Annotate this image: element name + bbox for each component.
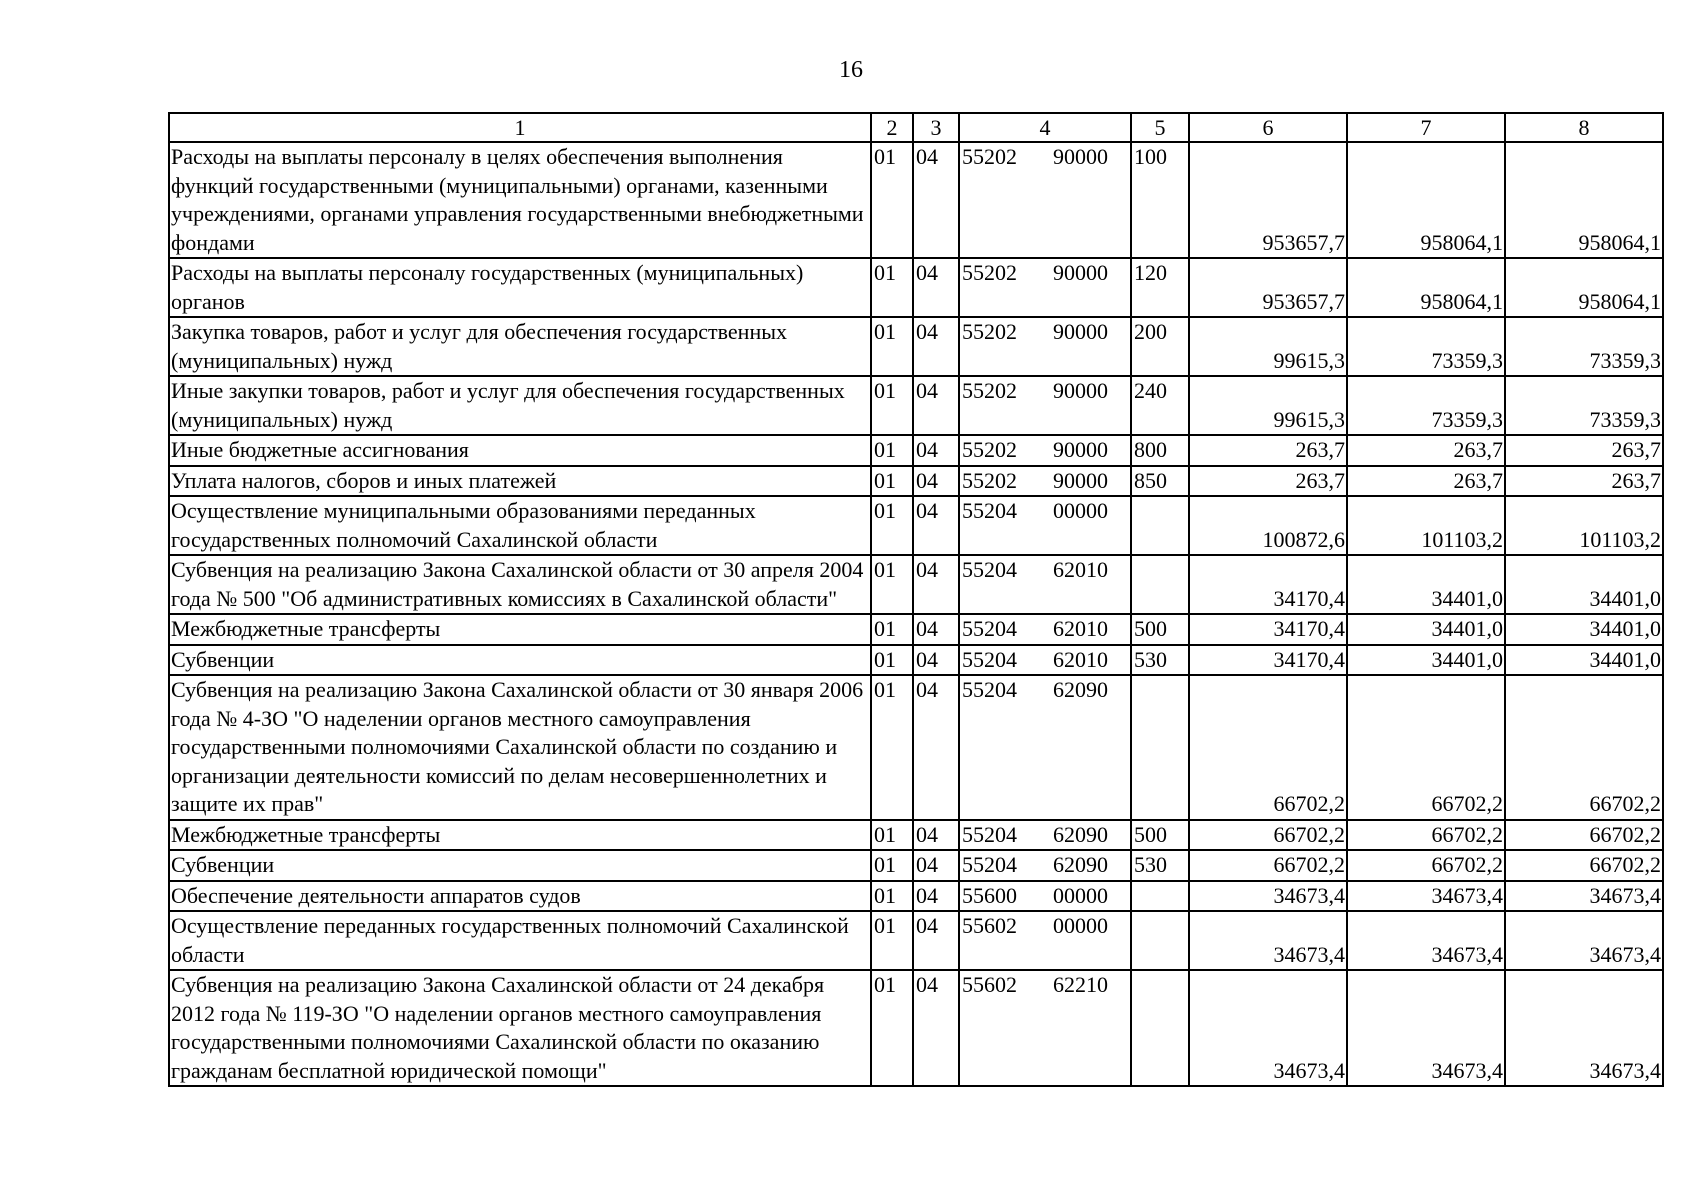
amount-col-7: 34401,0 (1347, 645, 1505, 676)
table-header-row (169, 113, 1663, 142)
amount-col-7: 66702,2 (1347, 675, 1505, 820)
target-article-code: 55204 (959, 820, 1045, 851)
target-article-subcode: 62090 (1045, 820, 1131, 851)
section-code: 01 (871, 555, 913, 614)
row-description: Межбюджетные трансферты (169, 614, 871, 645)
table-row (169, 645, 1663, 676)
target-article-subcode: 62010 (1045, 555, 1131, 614)
amount-col-8: 958064,1 (1505, 258, 1663, 317)
row-description: Расходы на выплаты персоналу государственных (муниципальных) органов (169, 258, 871, 317)
subsection-code: 04 (913, 614, 959, 645)
subsection-code: 04 (913, 820, 959, 851)
target-article-subcode: 90000 (1045, 376, 1131, 435)
row-description: Закупка товаров, работ и услуг для обеспечения государственных (муниципальных) нужд (169, 317, 871, 376)
amount-col-8: 263,7 (1505, 435, 1663, 466)
amount-col-7: 34673,4 (1347, 970, 1505, 1086)
amount-col-7: 34673,4 (1347, 911, 1505, 970)
target-article-subcode: 62210 (1045, 970, 1131, 1086)
amount-col-6: 34170,4 (1189, 555, 1347, 614)
table-row (169, 614, 1663, 645)
amount-col-6: 66702,2 (1189, 675, 1347, 820)
section-code: 01 (871, 142, 913, 258)
budget-table (168, 112, 1664, 1087)
section-code: 01 (871, 376, 913, 435)
subsection-code: 04 (913, 376, 959, 435)
expense-type-code: 100 (1131, 142, 1189, 258)
row-description: Субвенция на реализацию Закона Сахалинской области от 30 января 2006 года № 4-ЗО "О наделении органов местного самоуправления государственными полномочиями Сахалинской области по созданию и организации деятельности комиссий по делам несовершеннолетних и защите их прав" (169, 675, 871, 820)
target-article-subcode: 62010 (1045, 614, 1131, 645)
amount-col-8: 34401,0 (1505, 555, 1663, 614)
expense-type-code (1131, 496, 1189, 555)
amount-col-6: 34170,4 (1189, 645, 1347, 676)
expense-type-code (1131, 911, 1189, 970)
expense-type-code (1131, 675, 1189, 820)
subsection-code: 04 (913, 466, 959, 497)
target-article-code: 55204 (959, 555, 1045, 614)
section-code: 01 (871, 614, 913, 645)
section-code: 01 (871, 820, 913, 851)
amount-col-6: 263,7 (1189, 466, 1347, 497)
amount-col-8: 101103,2 (1505, 496, 1663, 555)
expense-type-code (1131, 555, 1189, 614)
section-code: 01 (871, 645, 913, 676)
target-article-subcode: 62090 (1045, 675, 1131, 820)
section-code: 01 (871, 258, 913, 317)
column-header: 6 (1189, 113, 1347, 142)
subsection-code: 04 (913, 555, 959, 614)
amount-col-7: 958064,1 (1347, 258, 1505, 317)
table-row (169, 466, 1663, 497)
expense-type-code: 240 (1131, 376, 1189, 435)
subsection-code: 04 (913, 317, 959, 376)
row-description: Уплата налогов, сборов и иных платежей (169, 466, 871, 497)
page-number: 16 (839, 57, 863, 83)
amount-col-8: 34673,4 (1505, 970, 1663, 1086)
expense-type-code: 800 (1131, 435, 1189, 466)
section-code: 01 (871, 317, 913, 376)
target-article-subcode: 00000 (1045, 911, 1131, 970)
amount-col-6: 100872,6 (1189, 496, 1347, 555)
target-article-code: 55202 (959, 376, 1045, 435)
section-code: 01 (871, 911, 913, 970)
column-header: 2 (871, 113, 913, 142)
amount-col-8: 263,7 (1505, 466, 1663, 497)
row-description: Субвенции (169, 850, 871, 881)
target-article-subcode: 00000 (1045, 496, 1131, 555)
target-article-subcode: 90000 (1045, 466, 1131, 497)
amount-col-6: 953657,7 (1189, 258, 1347, 317)
amount-col-8: 34673,4 (1505, 911, 1663, 970)
amount-col-7: 34401,0 (1347, 614, 1505, 645)
expense-type-code (1131, 881, 1189, 912)
row-description: Субвенция на реализацию Закона Сахалинской области от 24 декабря 2012 года № 119-ЗО "О наделении органов местного самоуправления государственными полномочиями Сахалинской области по оказанию гражданам бесплатной юридической помощи" (169, 970, 871, 1086)
section-code: 01 (871, 881, 913, 912)
subsection-code: 04 (913, 258, 959, 317)
table-row (169, 496, 1663, 555)
target-article-code: 55204 (959, 496, 1045, 555)
table-row (169, 911, 1663, 970)
amount-col-6: 263,7 (1189, 435, 1347, 466)
section-code: 01 (871, 970, 913, 1086)
row-description: Расходы на выплаты персоналу в целях обеспечения выполнения функций государственными (муниципальными) органами, казенными учреждениями, органами управления государственными внебюджетными фондами (169, 142, 871, 258)
amount-col-6: 66702,2 (1189, 820, 1347, 851)
amount-col-7: 263,7 (1347, 466, 1505, 497)
column-header: 1 (169, 113, 871, 142)
column-header: 7 (1347, 113, 1505, 142)
target-article-code: 55600 (959, 881, 1045, 912)
subsection-code: 04 (913, 435, 959, 466)
amount-col-6: 953657,7 (1189, 142, 1347, 258)
subsection-code: 04 (913, 496, 959, 555)
row-description: Осуществление переданных государственных полномочий Сахалинской области (169, 911, 871, 970)
expense-type-code: 200 (1131, 317, 1189, 376)
target-article-code: 55202 (959, 466, 1045, 497)
table-row (169, 675, 1663, 820)
target-article-subcode: 00000 (1045, 881, 1131, 912)
column-header: 3 (913, 113, 959, 142)
amount-col-6: 34673,4 (1189, 881, 1347, 912)
expense-type-code: 850 (1131, 466, 1189, 497)
amount-col-6: 34673,4 (1189, 970, 1347, 1086)
table-row (169, 820, 1663, 851)
subsection-code: 04 (913, 645, 959, 676)
target-article-subcode: 90000 (1045, 258, 1131, 317)
amount-col-7: 34673,4 (1347, 881, 1505, 912)
table-row (169, 435, 1663, 466)
amount-col-7: 66702,2 (1347, 820, 1505, 851)
amount-col-7: 66702,2 (1347, 850, 1505, 881)
table-row (169, 317, 1663, 376)
amount-col-6: 99615,3 (1189, 317, 1347, 376)
target-article-subcode: 62090 (1045, 850, 1131, 881)
target-article-code: 55602 (959, 970, 1045, 1086)
target-article-code: 55204 (959, 850, 1045, 881)
subsection-code: 04 (913, 675, 959, 820)
expense-type-code: 500 (1131, 820, 1189, 851)
amount-col-7: 263,7 (1347, 435, 1505, 466)
amount-col-6: 34170,4 (1189, 614, 1347, 645)
subsection-code: 04 (913, 881, 959, 912)
amount-col-8: 66702,2 (1505, 820, 1663, 851)
amount-col-8: 73359,3 (1505, 376, 1663, 435)
row-description: Иные бюджетные ассигнования (169, 435, 871, 466)
row-description: Межбюджетные трансферты (169, 820, 871, 851)
column-header: 8 (1505, 113, 1663, 142)
expense-type-code: 120 (1131, 258, 1189, 317)
table-body (169, 142, 1663, 1086)
target-article-code: 55204 (959, 645, 1045, 676)
row-description: Субвенции (169, 645, 871, 676)
table-row (169, 376, 1663, 435)
expense-type-code: 530 (1131, 850, 1189, 881)
amount-col-7: 101103,2 (1347, 496, 1505, 555)
target-article-subcode: 90000 (1045, 317, 1131, 376)
table-row (169, 850, 1663, 881)
section-code: 01 (871, 466, 913, 497)
target-article-code: 55202 (959, 317, 1045, 376)
subsection-code: 04 (913, 850, 959, 881)
amount-col-8: 34673,4 (1505, 881, 1663, 912)
table-row (169, 258, 1663, 317)
column-header: 5 (1131, 113, 1189, 142)
section-code: 01 (871, 496, 913, 555)
amount-col-6: 34673,4 (1189, 911, 1347, 970)
target-article-code: 55202 (959, 435, 1045, 466)
target-article-subcode: 90000 (1045, 142, 1131, 258)
amount-col-8: 34401,0 (1505, 645, 1663, 676)
section-code: 01 (871, 675, 913, 820)
column-header: 4 (959, 113, 1131, 142)
target-article-code: 55602 (959, 911, 1045, 970)
amount-col-7: 958064,1 (1347, 142, 1505, 258)
amount-col-7: 73359,3 (1347, 376, 1505, 435)
row-description: Субвенция на реализацию Закона Сахалинской области от 30 апреля 2004 года № 500 "Об административных комиссиях в Сахалинской области" (169, 555, 871, 614)
amount-col-8: 73359,3 (1505, 317, 1663, 376)
row-description: Иные закупки товаров, работ и услуг для обеспечения государственных (муниципальных) нужд (169, 376, 871, 435)
target-article-code: 55202 (959, 142, 1045, 258)
expense-type-code: 500 (1131, 614, 1189, 645)
table-row (169, 555, 1663, 614)
table-row (169, 881, 1663, 912)
target-article-subcode: 62010 (1045, 645, 1131, 676)
amount-col-6: 99615,3 (1189, 376, 1347, 435)
amount-col-8: 66702,2 (1505, 850, 1663, 881)
amount-col-8: 34401,0 (1505, 614, 1663, 645)
row-description: Осуществление муниципальными образованиями переданных государственных полномочий Сахалинской области (169, 496, 871, 555)
subsection-code: 04 (913, 970, 959, 1086)
table-row (169, 142, 1663, 258)
target-article-code: 55204 (959, 614, 1045, 645)
table-row (169, 970, 1663, 1086)
amount-col-8: 958064,1 (1505, 142, 1663, 258)
expense-type-code (1131, 970, 1189, 1086)
amount-col-6: 66702,2 (1189, 850, 1347, 881)
subsection-code: 04 (913, 911, 959, 970)
subsection-code: 04 (913, 142, 959, 258)
amount-col-7: 34401,0 (1347, 555, 1505, 614)
section-code: 01 (871, 850, 913, 881)
target-article-subcode: 90000 (1045, 435, 1131, 466)
amount-col-8: 66702,2 (1505, 675, 1663, 820)
target-article-code: 55202 (959, 258, 1045, 317)
amount-col-7: 73359,3 (1347, 317, 1505, 376)
section-code: 01 (871, 435, 913, 466)
target-article-code: 55204 (959, 675, 1045, 820)
expense-type-code: 530 (1131, 645, 1189, 676)
row-description: Обеспечение деятельности аппаратов судов (169, 881, 871, 912)
